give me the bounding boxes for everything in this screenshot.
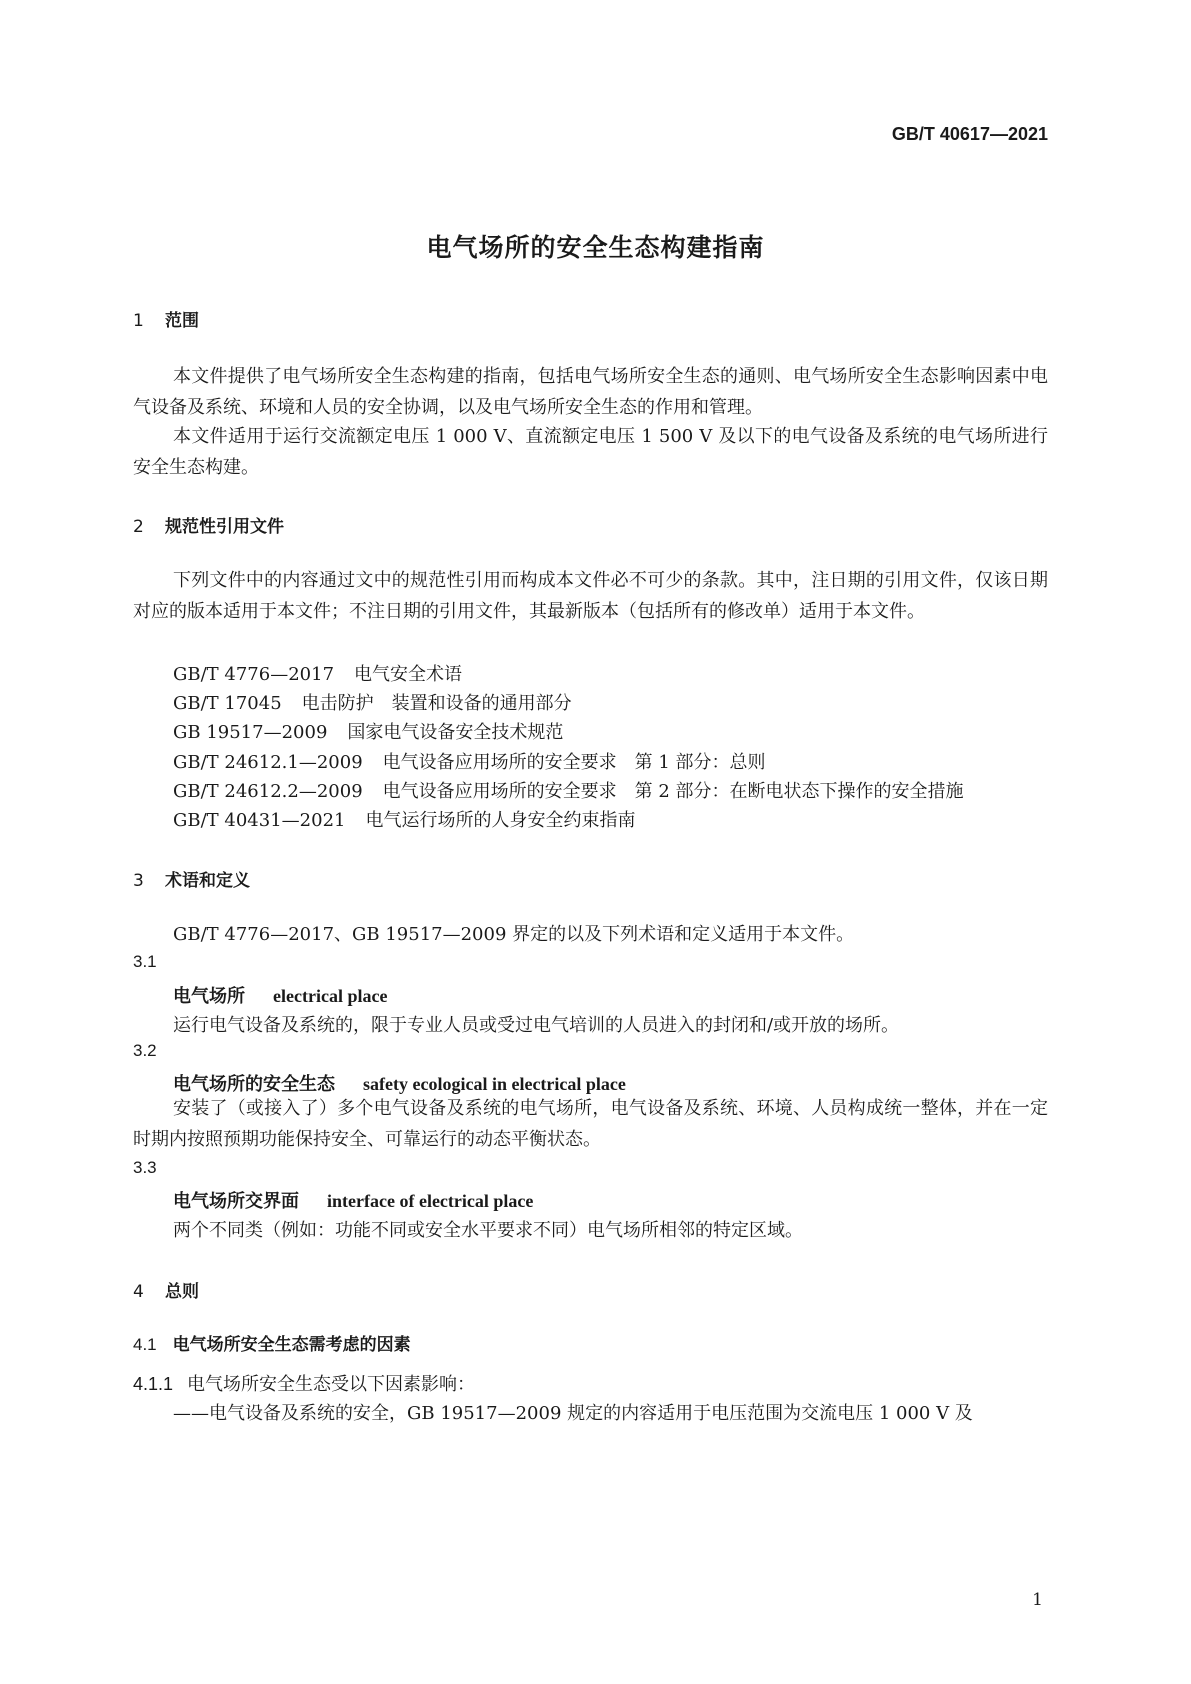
term-english: safety ecological in electrical place	[363, 1074, 626, 1094]
term-number: 3.1	[133, 952, 157, 971]
reference-title: 国家电气设备安全技术规范	[347, 722, 564, 743]
document-number: GB/T 40617—2021	[891, 124, 1048, 144]
reference-title: 电气安全术语	[354, 664, 463, 685]
section-number: 4	[133, 1282, 144, 1302]
clause-text: 电气场所安全生态受以下因素影响：	[187, 1374, 476, 1395]
clause-number: 4.1.1	[133, 1374, 174, 1394]
reference-item	[173, 806, 635, 832]
section-1-heading	[133, 306, 199, 331]
section-title: 总则	[165, 1282, 199, 1302]
reference-code: GB/T 17045	[173, 693, 282, 714]
term-chinese: 电气场所	[173, 986, 245, 1007]
term-definition: 运行电气设备及系统的，限于专业人员或受过电气培训的人员进入的封闭和/或开放的场所。	[173, 1015, 900, 1036]
reference-item	[173, 689, 572, 715]
term-entry	[173, 1187, 533, 1213]
reference-title: 电气设备应用场所的安全要求 第 1 部分：总则	[382, 752, 766, 773]
subsection-number: 4.1	[133, 1335, 157, 1354]
section-title: 范围	[165, 311, 199, 331]
term-number: 3.2	[133, 1041, 157, 1060]
list-item: ——电气设备及系统的安全，GB 19517—2009 规定的内容适用于电压范围为交流电压 1 000 V 及	[173, 1403, 973, 1424]
reference-item	[173, 748, 766, 774]
page-number: 1	[1032, 1590, 1043, 1610]
reference-code: GB/T 24612.1—2009	[173, 752, 363, 773]
section-number: 3	[133, 871, 144, 891]
section-title: 术语和定义	[165, 871, 250, 891]
reference-item	[173, 660, 462, 686]
reference-code: GB/T 24612.2—2009	[173, 781, 363, 802]
reference-title: 电气设备应用场所的安全要求 第 2 部分：在断电状态下操作的安全措施	[382, 781, 964, 802]
term-english: electrical place	[273, 986, 388, 1006]
term-number: 3.3	[133, 1158, 157, 1177]
section-4-heading	[133, 1277, 199, 1302]
paragraph: GB/T 4776—2017、GB 19517—2009 界定的以及下列术语和定义适用于本文件。	[173, 924, 855, 945]
paragraph: 本文件提供了电气场所安全生态构建的指南，包括电气场所安全生态的通则、电气场所安全生态影响因素中电气设备及系统、环境和人员的安全协调，以及电气场所安全生态的作用和管理。	[133, 366, 1048, 418]
section-number: 1	[133, 311, 144, 331]
term-chinese: 电气场所交界面	[173, 1191, 299, 1212]
paragraph: 下列文件中的内容通过文中的规范性引用而构成本文件必不可少的条款。其中，注日期的引用文件，仅该日期对应的版本适用于本文件；不注日期的引用文件，其最新版本（包括所有的修改单）适用于本文件。	[133, 570, 1048, 622]
clause	[133, 1370, 475, 1396]
subsection-heading	[133, 1330, 411, 1355]
reference-code: GB/T 40431—2021	[173, 810, 346, 831]
section-number: 2	[133, 517, 144, 537]
subsection-title: 电气场所安全生态需考虑的因素	[172, 1335, 411, 1355]
reference-item	[173, 718, 563, 744]
section-2-heading	[133, 512, 284, 537]
section-title: 规范性引用文件	[165, 517, 284, 537]
paragraph: 本文件适用于运行交流额定电压 1 000 V、直流额定电压 1 500 V 及以下的电气设备及系统的电气场所进行安全生态构建。	[133, 426, 1048, 478]
reference-title: 电气运行场所的人身安全约束指南	[365, 810, 636, 831]
term-definition: 两个不同类（例如：功能不同或安全水平要求不同）电气场所相邻的特定区域。	[173, 1220, 803, 1241]
term-entry	[173, 982, 387, 1008]
reference-title: 电击防护 装置和设备的通用部分	[301, 693, 572, 714]
reference-code: GB/T 4776—2017	[173, 664, 335, 685]
term-english: interface of electrical place	[327, 1191, 534, 1211]
term-chinese: 电气场所的安全生态	[173, 1074, 335, 1095]
page-title: 电气场所的安全生态构建指南	[426, 233, 765, 262]
reference-item	[173, 777, 964, 803]
section-3-heading	[133, 866, 250, 891]
reference-code: GB 19517—2009	[173, 722, 328, 743]
term-definition: 安装了（或接入了）多个电气设备及系统的电气场所，电气设备及系统、环境、人员构成统一整体，并在一定时期内按照预期功能保持安全、可靠运行的动态平衡状态。	[133, 1098, 1048, 1150]
